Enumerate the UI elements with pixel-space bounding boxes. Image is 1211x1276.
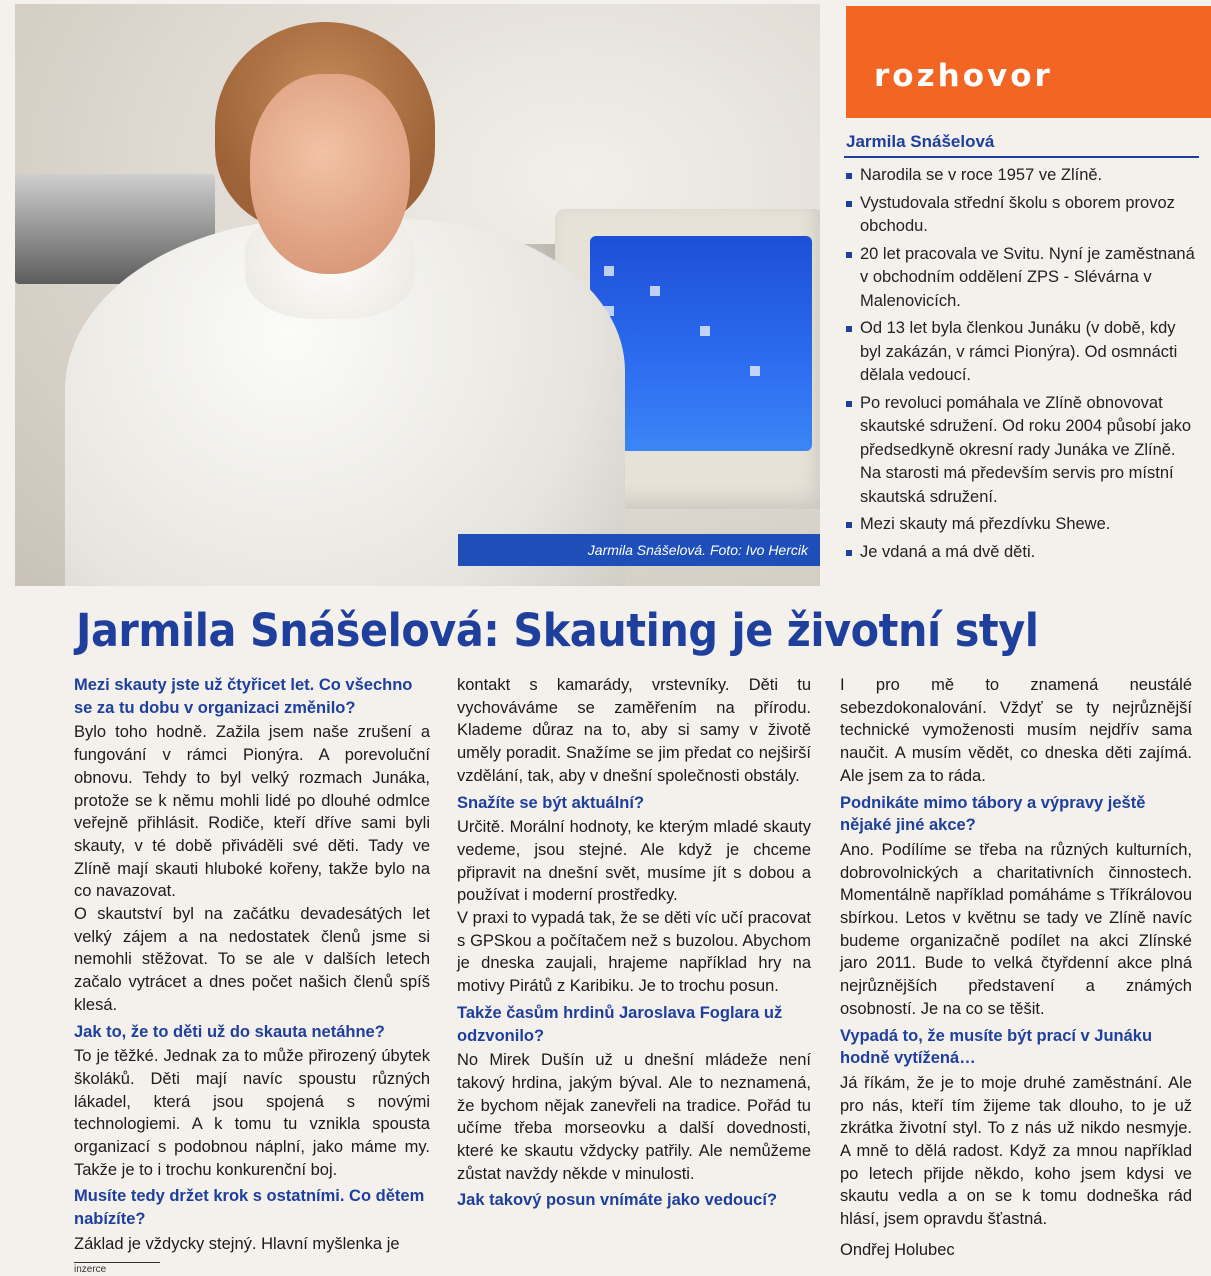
profile-box <box>844 132 1199 568</box>
interview-answer: To je těžké. Jednak za to může přirozený úbytek školáků. Děti mají navíc spoustu různých lákadel, která jsou spojená s novými technologiemi. A k tomu tu vznikla spousta organizací s podobnou náplní, jako máme my. Takže je to i trochu konkurenční boj. <box>74 1047 430 1179</box>
profile-fact: Je vdaná a má dvě děti. <box>844 541 1199 565</box>
interview-question: Takže časům hrdinů Jaroslava Foglara už odzvonilo? <box>457 1003 783 1045</box>
interview-answer: Určitě. Morální hodnoty, ke kterým mladé skauty vedeme, jsou stejné. Ale když je chceme připravit na dnešní svět, musíme jít s dobou a používat i moderní prostředky. <box>457 818 811 905</box>
interview-question: Jak takový posun vnímáte jako vedoucí? <box>457 1191 778 1210</box>
interview-question: Vypadá to, že musíte být prací v Junáku hodně vytížená… <box>840 1026 1153 1068</box>
interview-answer: kontakt s kamarády, vrstevníky. Děti tu vychováváme se zaměřením na přírodu. Klademe důraz na to, aby si samy v životě uměly poradit. Snažíme se jim předat co nejširší vzdělání, tak, aby v dnešní společnosti obstály. <box>457 676 811 785</box>
portrait-photo <box>15 4 820 586</box>
interview-answer: Bylo toho hodně. Zažila jsem naše zrušení a fungování v rámci Pionýra. A porevoluční obnovu. Tehdy to byl velký rozmach Junáka, protože se k němu mohli lidé po dlouhé odmlce veřejně přihlásit. Rodiče, kteří dříve sami byli skauty, v té době přiváděli své děti. Tady ve Zlíně mají skauti hluboké kořeny, takže bylo na co navazovat. <box>74 723 430 901</box>
section-label: rozhovor <box>874 58 1053 94</box>
footer-label: inzerce <box>74 1262 160 1275</box>
profile-fact: Vystudovala střední školu s oborem provoz obchodu. <box>844 192 1199 239</box>
profile-fact: Narodila se v roce 1957 ve Zlíně. <box>844 164 1199 188</box>
article-column-1 <box>74 674 430 1256</box>
section-banner <box>846 6 1211 118</box>
profile-fact: Od 13 let byla členkou Junáku (v době, kdy byl zakázán, v rámci Pionýra). Od osmnácti dělala vedoucí. <box>844 317 1199 388</box>
interview-answer: I pro mě to znamená neustálé sebezdokonalování. Vždyť se ty nejrůznější technické vymoženosti musím nejdřív sama naučit. A musím vědět, co dneska děti zajímá. Ale jsem za to ráda. <box>840 676 1192 785</box>
interview-question: Musíte tedy držet krok s ostatními. Co dětem nabízíte? <box>74 1187 425 1229</box>
person-face <box>250 74 410 274</box>
interview-answer: No Mirek Dušín už u dnešní mládeže není takový hrdina, jakým býval. Ale to neznamená, že bychom nějak zanevřeli na tradice. Pořád tu učíme třeba morseovku a další dovednosti, které ke skautu vždycky patřily. Ale nemůžeme zůstat navždy někde v minulosti. <box>457 1051 811 1183</box>
profile-fact: Po revoluci pomáhala ve Zlíně obnovovat skautské sdružení. Od roku 2004 působí jako předsedkyně okresní rady Junáka ve Zlíně. Na starosti má především servis pro místní skautská sdružení. <box>844 392 1199 510</box>
profile-fact: Mezi skauty má přezdívku Shewe. <box>844 513 1199 537</box>
interview-answer: Já říkám, že je to moje druhé zaměstnání. Ale pro nás, kteří tím žijeme tak dlouho, to je už zkrátka životní styl. To z nás už nikdo nesmyje. A mně to dělá radost. Když za mnou například po letech přijde někdo, koho jsem kdysi ve skautu vedla a on se k tomu dodneška rád hlásí, jsem opravdu šťastná. <box>840 1073 1192 1229</box>
interview-answer: O skautství byl na začátku devadesátých let velký zájem a na nedostatek členů jsme si nemohli stěžovat. To se ale v dalších letech začalo vytrácet a dnes počet našich členů spíš klesá. <box>74 905 430 1014</box>
profile-fact: 20 let pracovala ve Svitu. Nyní je zaměstnaná v obchodním oddělení ZPS - Slévárna v Malenovicích. <box>844 243 1199 314</box>
article-column-2 <box>457 674 811 1214</box>
interview-question: Podnikáte mimo tábory a výpravy ještě nějaké jiné akce? <box>840 793 1146 835</box>
interview-question: Jak to, že to děti už do skauta netáhne? <box>74 1022 385 1041</box>
interview-question: Snažíte se být aktuální? <box>457 793 645 812</box>
photo-caption: Jarmila Snášelová. Foto: Ivo Hercik <box>458 534 820 566</box>
interview-answer: V praxi to vypadá tak, že se děti víc učí pracovat s GPSkou a počítačem než s buzolou. Abychom je dneska zaujali, hrajeme například hry na motivy Pirátů z Karibiku. Je to trochu posun. <box>457 909 812 996</box>
interview-answer: Ano. Podílíme se třeba na různých kulturních, dobrovolnických a charitativních činnostech. Momentálně například pomáháme s Tříkrálovou sbírkou. Letos v květnu se tady ve Zlíně navíc budeme organizačně podílet na akci Zlínské jaro 2011. Bude to velká čtyřdenní akce plná nejrůznějších představení a známých osobností. Je na co se těšit. <box>840 840 1192 1018</box>
interview-answer: Základ je vždycky stejný. Hlavní myšlenka je <box>74 1234 400 1253</box>
interview-question: Mezi skauty jste už čtyřicet let. Co všechno se za tu dobu v organizaci změnilo? <box>74 676 413 717</box>
profile-facts <box>844 164 1199 564</box>
article-author: Ondřej Holubec <box>840 1240 955 1259</box>
profile-name: Jarmila Snášelová <box>844 132 1199 158</box>
article-headline: Jarmila Snášelová: Skauting je životní styl <box>76 604 1039 657</box>
article-column-3 <box>840 674 1192 1262</box>
